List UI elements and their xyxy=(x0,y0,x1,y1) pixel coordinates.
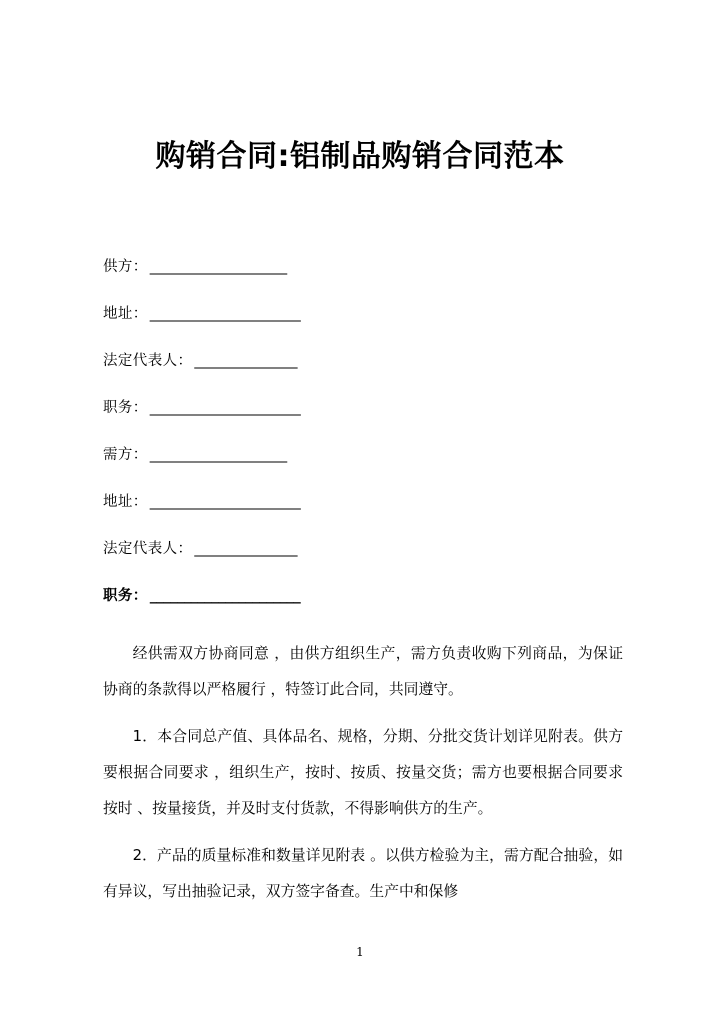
form-field-label: 地址： xyxy=(103,306,148,322)
form-field-blank[interactable]: ______________________ xyxy=(149,306,301,322)
form-row xyxy=(103,443,623,490)
form-field-blank[interactable]: ____________________ xyxy=(149,447,287,463)
form-row xyxy=(103,349,623,396)
form-row xyxy=(103,490,623,537)
contract-paragraph: 2．产品的质量标准和数量详见附表 。以供方检验为主，需方配合抽验，如有异议，写出抽验记录，双方签字备查。生产中和保修 xyxy=(103,847,623,900)
form-field-blank[interactable]: ____________________ xyxy=(149,259,287,275)
form-field-label: 地址： xyxy=(103,494,148,510)
contract-body xyxy=(103,636,623,910)
form-field-blank[interactable]: ______________________ xyxy=(149,588,301,604)
page-number: 1 xyxy=(356,945,364,959)
form-field-blank[interactable]: ______________________ xyxy=(149,494,301,510)
form-field-label: 法定代表人： xyxy=(103,541,193,557)
form-field-label: 职务： xyxy=(103,400,148,416)
form-row xyxy=(103,396,623,443)
form-row xyxy=(103,584,623,631)
party-information-form xyxy=(103,255,623,631)
contract-paragraph: 1．本合同总产值、具体品名、规格，分期、分批交货计划详见附表。供方要根据合同要求 ，组织生产，按时、按质、按量交货；需方也要根据合同要求按时 、按量接货，并及时支付货款，不得影响供方的生产。 xyxy=(103,728,623,817)
form-field-label: 需方： xyxy=(103,447,148,463)
form-row xyxy=(103,302,623,349)
form-field-label: 职务： xyxy=(103,588,148,604)
form-field-blank[interactable]: _______________ xyxy=(194,353,298,369)
form-field-label: 法定代表人： xyxy=(103,353,193,369)
form-field-label: 供方： xyxy=(103,259,148,275)
form-row xyxy=(103,537,623,584)
contract-paragraph: 经供需双方协商同意 ，由供方组织生产，需方负责收购下列商品，为保证协商的条款得以严格履行 ，特签订此合同，共同遵守。 xyxy=(103,645,623,698)
page-title: 购销合同:铝制品购销合同范本 xyxy=(155,139,565,174)
form-field-blank[interactable]: _______________ xyxy=(194,541,298,557)
form-field-blank[interactable]: ______________________ xyxy=(149,400,301,416)
form-row xyxy=(103,255,623,302)
